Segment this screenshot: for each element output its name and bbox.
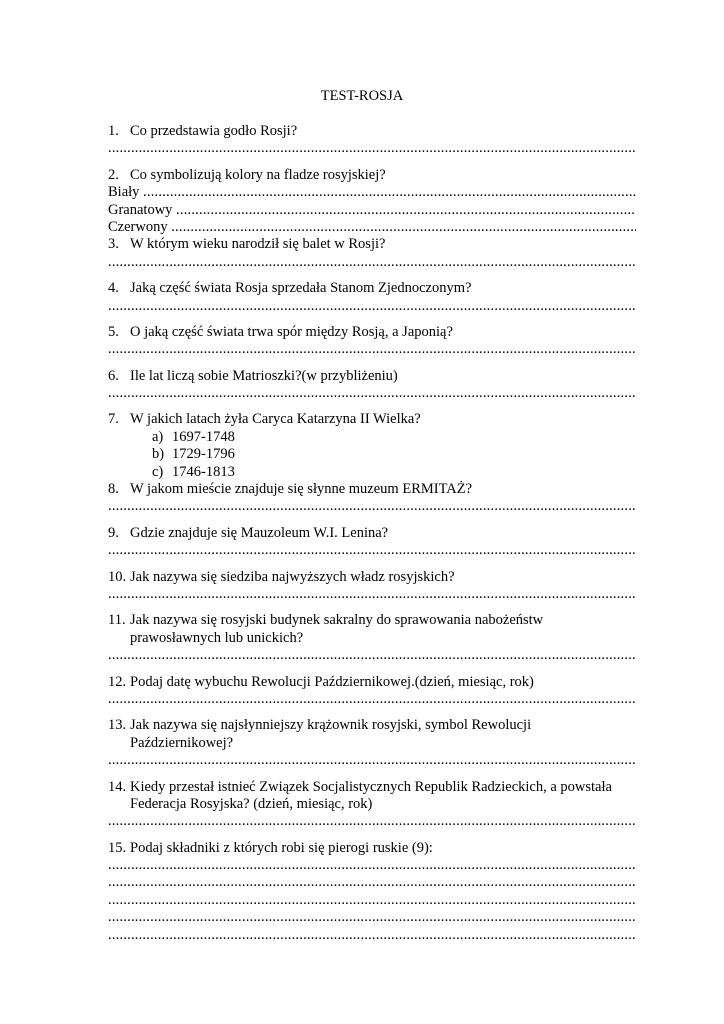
question-text: Jaką część świata Rosja sprzedała Stanom Zjednoczonym? xyxy=(130,280,472,297)
question-text: W którym wieku narodził się balet w Rosji? xyxy=(130,236,386,253)
question-number: 9. xyxy=(108,524,119,541)
question-7 xyxy=(108,411,636,428)
question-text: Podaj składniki z których robi się pierogi ruskie (9): xyxy=(130,839,433,856)
option-text: 1697-1748 xyxy=(172,428,235,445)
question-number: 14. xyxy=(108,778,127,795)
question-text: Co symbolizują kolory na fladze rosyjskiej? xyxy=(130,166,386,183)
answer-line-12[interactable] xyxy=(108,691,636,708)
answer-line-5[interactable] xyxy=(108,341,636,358)
question-8 xyxy=(108,481,636,498)
question-text: Jak nazywa się najsłynniejszy krążownik rosyjski, symbol Rewolucji xyxy=(130,717,532,734)
question-number: 2. xyxy=(108,166,119,183)
option-a[interactable] xyxy=(108,429,636,446)
answer-line-color-navy[interactable] xyxy=(108,202,636,219)
question-6 xyxy=(108,368,636,385)
question-14 xyxy=(108,779,636,796)
question-5 xyxy=(108,324,636,341)
question-12 xyxy=(108,674,636,691)
question-text: O jaką część świata trwa spór między Rosją, a Japonią? xyxy=(130,323,453,340)
question-11 xyxy=(108,612,636,629)
question-number: 7. xyxy=(108,411,119,428)
option-text: 1746-1813 xyxy=(172,463,235,480)
question-text: Gdzie znajduje się Mauzoleum W.I. Lenina? xyxy=(130,524,389,541)
question-number: 15. xyxy=(108,839,127,856)
answer-line-11[interactable] xyxy=(108,647,636,664)
question-number: 4. xyxy=(108,280,119,297)
question-number: 3. xyxy=(108,236,119,253)
question-number: 6. xyxy=(108,367,119,384)
color-label-navy: Granatowy xyxy=(108,201,173,218)
question-text: W jakich latach żyła Caryca Katarzyna II Wielka? xyxy=(130,411,421,428)
question-number: 12. xyxy=(108,673,127,690)
question-text: Co przedstawia godło Rosji? xyxy=(130,123,298,139)
answer-line-15-1[interactable] xyxy=(108,857,636,874)
question-11-continued: prawosławnych lub unickich? xyxy=(130,629,304,646)
answer-line-13[interactable] xyxy=(108,752,636,769)
question-4 xyxy=(108,280,636,297)
question-13-continued: Październikowej? xyxy=(130,734,234,751)
question-number: 5. xyxy=(108,323,119,340)
answer-line-9[interactable] xyxy=(108,542,636,559)
question-text: Jak nazywa się rosyjski budynek sakralny do sprawowania nabożeństw xyxy=(130,612,544,629)
question-number: 13. xyxy=(108,717,127,734)
question-3 xyxy=(108,236,636,253)
question-text: Kiedy przestał istnieć Związek Socjalistycznych Republik Radzieckich, a powstała xyxy=(130,778,612,795)
option-c[interactable] xyxy=(108,464,636,481)
page-title: TEST-ROSJA xyxy=(320,88,404,104)
question-9 xyxy=(108,525,636,542)
answer-line-15-3[interactable] xyxy=(108,892,636,909)
answer-line-3[interactable] xyxy=(108,254,636,271)
question-text: Jak nazywa się siedziba najwyższych władz rosyjskich? xyxy=(130,568,455,585)
answer-line-6[interactable] xyxy=(108,385,636,402)
answer-line-15-2[interactable] xyxy=(108,874,636,891)
option-letter: c) xyxy=(152,463,164,480)
question-10 xyxy=(108,569,636,586)
answer-line-color-white[interactable] xyxy=(108,184,636,201)
option-b[interactable] xyxy=(108,446,636,463)
answer-line-15-4[interactable] xyxy=(108,909,636,926)
option-letter: b) xyxy=(152,446,165,463)
question-number: 10. xyxy=(108,568,127,585)
answer-line-1[interactable] xyxy=(108,140,636,157)
answer-line-color-red[interactable] xyxy=(108,219,636,236)
answer-line-15-5[interactable] xyxy=(108,927,636,944)
question-14-continued: Federacja Rosyjska? (dzień, miesiąc, rok) xyxy=(130,795,373,812)
question-2 xyxy=(108,167,636,184)
answer-line-4[interactable] xyxy=(108,298,636,315)
question-number: 11. xyxy=(108,612,126,629)
question-number: 1. xyxy=(108,123,119,139)
option-letter: a) xyxy=(152,428,164,445)
answer-line-14[interactable] xyxy=(108,813,636,830)
color-label-white: Biały xyxy=(108,184,140,201)
question-text: W jakom mieście znajduje się słynne muzeum ERMITAŻ? xyxy=(130,481,473,498)
answer-line-10[interactable] xyxy=(108,586,636,603)
color-label-red: Czerwony xyxy=(108,218,168,235)
question-1 xyxy=(108,123,636,140)
answer-line-8[interactable] xyxy=(108,498,636,515)
question-15 xyxy=(108,840,636,857)
question-number: 8. xyxy=(108,481,119,498)
question-13 xyxy=(108,717,636,734)
option-text: 1729-1796 xyxy=(172,446,235,463)
test-content xyxy=(108,123,636,944)
question-text: Ile lat liczą sobie Matrioszki?(w przybliżeniu) xyxy=(130,367,398,384)
question-text: Podaj datę wybuchu Rewolucji Październikowej.(dzień, miesiąc, rok) xyxy=(130,673,534,690)
